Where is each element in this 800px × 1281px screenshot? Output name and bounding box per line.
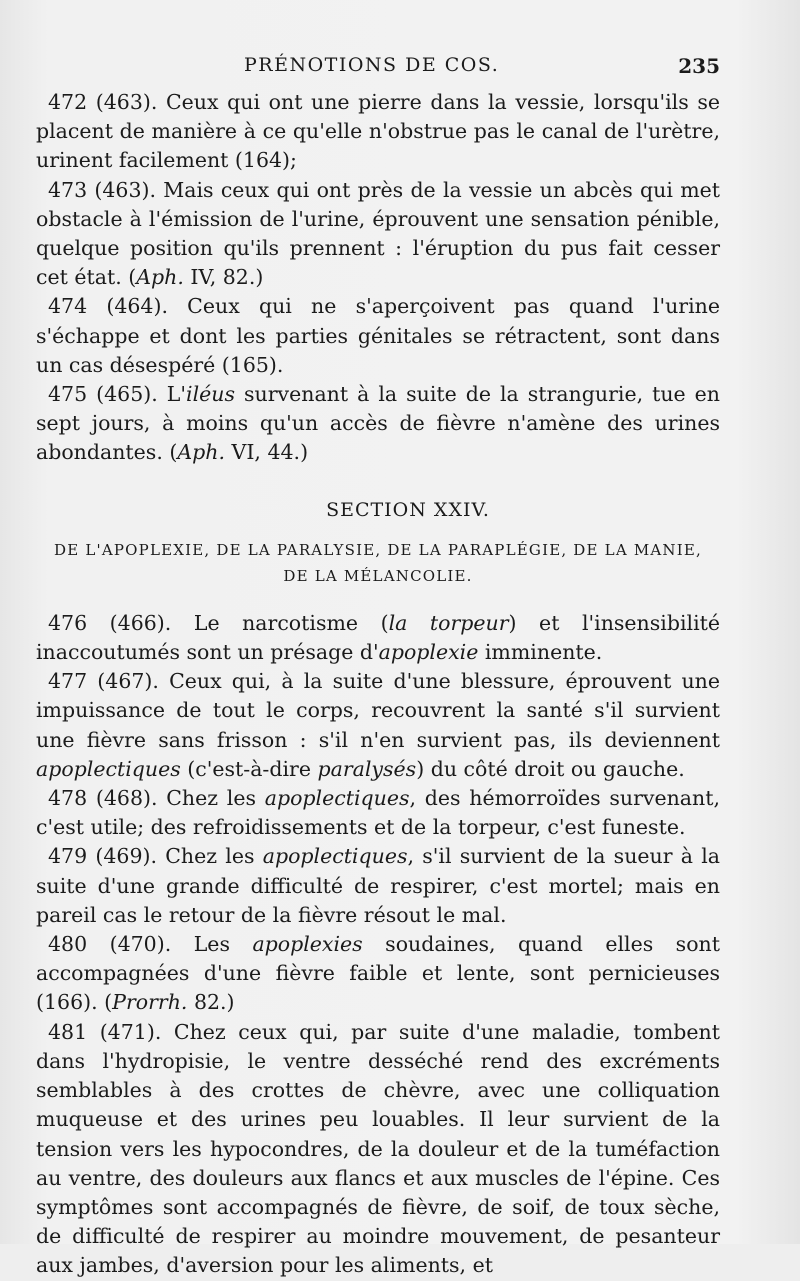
text-run: VI, 44.) — [225, 440, 309, 465]
italic-text: Prorrh. — [112, 990, 188, 1015]
text-run: , s'il survient de la sueur à la suite d'une grande difficulté de respirer, c'est mortel; mais en pareil cas le retour de la fièvre résout le mal. — [36, 844, 720, 927]
text-run: 476 (466). Le narcotisme ( — [48, 610, 389, 635]
paragraph-p478 — [36, 784, 720, 842]
text-run: 477 (467). Ceux qui, à la suite d'une blessure, éprouvent une impuissance de tout le corps, recouvrent la santé s'il survient une fièvre sans frisson : s'il n'en survient pas, ils deviennent — [36, 669, 720, 752]
text-run: 478 (468). Chez les — [48, 786, 265, 811]
paragraph-p481 — [36, 1018, 720, 1281]
italic-text: apoplectiques — [36, 756, 181, 781]
italic-text: apoplexie — [378, 640, 479, 665]
text-run: soudaines, quand elles sont accompagnées d'une fièvre faible et lente, sont pernicieuses (166). ( — [36, 932, 720, 1015]
page-header — [36, 54, 720, 82]
text-run: 475 (465). L' — [48, 382, 187, 407]
body-text — [36, 88, 720, 1281]
italic-text: Aph. — [177, 440, 226, 465]
italic-text: iléus — [186, 382, 235, 407]
text-run: 480 (470). Les — [48, 932, 253, 957]
text-run: 479 (469). Chez les — [48, 844, 263, 869]
italic-text: la torpeur — [388, 610, 509, 635]
text-run: (c'est-à-dire — [180, 756, 318, 781]
section-subtitle-line-1: DE L'APOPLEXIE, DE LA PARALYSIE, DE LA PARAPLÉGIE, DE LA MANIE, — [54, 540, 702, 559]
paragraph-p473 — [36, 176, 720, 293]
paragraph-p477 — [36, 667, 720, 784]
running-head: PRÉNOTIONS DE COS. — [244, 54, 500, 76]
italic-text: apoplectiques — [264, 786, 410, 811]
text-run: imminente. — [478, 640, 603, 665]
text-run: 82.) — [187, 990, 235, 1015]
text-run: , des hémorroïdes survenant, c'est utile; des refroidissements et de la torpeur, c'est funeste. — [36, 786, 720, 840]
text-run: 473 (463). Mais ceux qui ont près de la vessie un abcès qui met obstacle à l'émission de l'urine, éprouvent une sensation pénible, quelque position qu'ils prennent : l'éruption du pus fait cesser cet état. ( — [36, 177, 720, 290]
paragraph-p479 — [36, 842, 720, 930]
italic-text: paralysés — [317, 756, 417, 781]
italic-text: Aph. — [136, 265, 184, 290]
paragraphs-before-section — [36, 88, 720, 468]
text-run: 472 (463). Ceux qui ont une pierre dans la vessie, lorsqu'ils se placent de manière à ce qu'elle n'obstrue pas le canal de l'urètre, urinent facilement (164); — [36, 90, 720, 173]
text-run: survenant à la suite de la strangurie, tue en sept jours, à moins qu'un accès de fièvre n'amène des urines abondantes. ( — [36, 382, 720, 465]
text-run: 481 (471). Chez ceux qui, par suite d'une maladie, tombent dans l'hydropisie, le ventre desséché rend des excréments semblables à des crottes de chèvre, avec une colliquation muqueuse et des urines peu louables. Il leur survient de la tension vers les hypocondres, de la douleur et de la tuméfaction au ventre, des douleurs aux flancs et aux muscles de l'épine. Ces symptômes sont accompagnés de fièvre, de soif, de toux sèche, de difficulté de respirer au moindre mouvement, de pesanteur aux jambes, d'aversion pour les aliments, et — [36, 1019, 720, 1278]
paragraph-p475 — [36, 380, 720, 468]
text-run: ) du côté droit ou gauche. — [416, 756, 685, 781]
section-subtitle — [36, 537, 720, 589]
italic-text: apoplectiques — [262, 844, 408, 869]
text-run: ) et l'insensibilité inaccoutumés sont un présage d' — [36, 610, 721, 665]
paragraph-p476 — [36, 609, 720, 667]
italic-text: apoplexies — [252, 932, 363, 957]
page-number: 235 — [678, 54, 720, 78]
section-title: SECTION XXIV. — [326, 498, 490, 521]
paragraphs-after-section — [36, 609, 720, 1281]
text-run: IV, 82.) — [183, 265, 264, 290]
paragraph-p472 — [36, 88, 720, 176]
paragraph-p480 — [36, 930, 720, 1018]
text-run: 474 (464). Ceux qui ne s'aperçoivent pas quand l'urine s'échappe et dont les parties génitales se rétractent, sont dans un cas désespéré (165). — [36, 294, 720, 377]
paragraph-p474 — [36, 292, 720, 380]
section-subtitle-line-2: DE LA MÉLANCOLIE. — [283, 566, 473, 585]
